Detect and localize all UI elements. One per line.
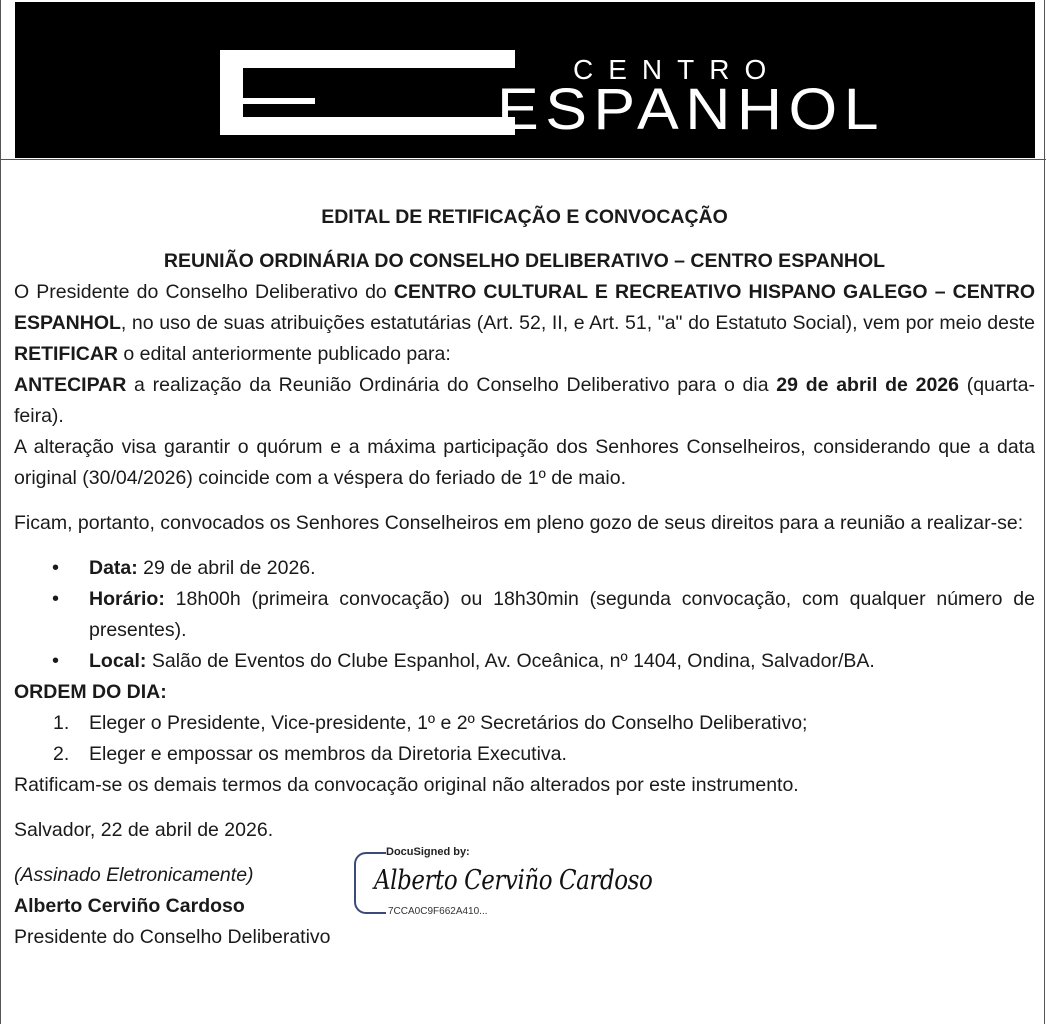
list-item: • Horário: 18h00h (primeira convocação) ou 18h30min (segunda convocação, com qualquer número de presentes). [89, 584, 1035, 646]
signed-note: (Assinado Eletronicamente) [14, 864, 254, 886]
list-item: • Local: Salão de Eventos do Clube Espanhol, Av. Oceânica, nº 1404, Ondina, Salvador/BA. [89, 646, 1035, 677]
docusign-label: DocuSigned by: [386, 846, 470, 858]
document-subtitle: REUNIÃO ORDINÁRIA DO CONSELHO DELIBERATIVO – CENTRO ESPANHOL [163, 250, 886, 272]
header-banner [15, 2, 1035, 158]
meeting-details-list [14, 553, 1035, 677]
list-item: • Data: 29 de abril de 2026. [89, 553, 1035, 584]
place-date: Salvador, 22 de abril de 2026. [14, 819, 274, 841]
signer-role: Presidente do Conselho Deliberativo [14, 926, 331, 948]
logo-centro-text: CENTRO [573, 54, 782, 85]
paragraph-preamble: O Presidente do Conselho Deliberativo do CENTRO CULTURAL E RECREATIVO HISPANO GALEGO – CENTRO ESPANHOL, no uso de suas atribuições estatutárias (Art. 52, II, e Art. 51, "a" do Estatuto Social), vem por meio deste RETIFICAR o edital anteriormente publicado para: [14, 281, 1035, 365]
agenda-list [14, 708, 1035, 770]
paragraph-justification: A alteração visa garantir o quórum e a máxima participação dos Senhores Conselheiros, considerando que a data original (30/04/2026) coincide com a véspera do feriado de 1º de maio. [14, 436, 1035, 489]
document-title: EDITAL DE RETIFICAÇÃO E CONVOCAÇÃO [321, 206, 728, 228]
list-item: 2. Eleger e empossar os membros da Diretoria Executiva. [53, 743, 567, 765]
list-item: 1. Eleger o Presidente, Vice-presidente, 1º e 2º Secretários do Conselho Deliberativo; [53, 712, 808, 734]
signer-name: Alberto Cerviño Cardoso [14, 895, 245, 917]
ratification-text: Ratificam-se os demais termos da convocação original não alterados por este instrumento. [14, 774, 799, 796]
logo-espanhol-text: ESPANHOL [497, 77, 885, 142]
signature-block [14, 846, 1035, 953]
logo-e-shape [220, 50, 515, 135]
paragraph-antecipar: ANTECIPAR a realização da Reunião Ordinária do Conselho Deliberativo para o dia 29 de abril de 2026 (quarta-feira). [14, 374, 1035, 427]
centro-espanhol-logo [15, 2, 1035, 158]
document-body [14, 202, 1035, 953]
docusign-envelope-id: 7CCA0C9F662A410... [388, 906, 488, 917]
handwritten-signature: Alberto Cerviño Cardoso [374, 865, 653, 896]
docusign-stamp [354, 846, 653, 926]
header-divider [1, 159, 1046, 160]
paragraph-convocation: Ficam, portanto, convocados os Senhores Conselheiros em pleno gozo de seus direitos para a reunião a realizar-se: [14, 512, 1024, 534]
agenda-heading: ORDEM DO DIA: [14, 681, 167, 703]
